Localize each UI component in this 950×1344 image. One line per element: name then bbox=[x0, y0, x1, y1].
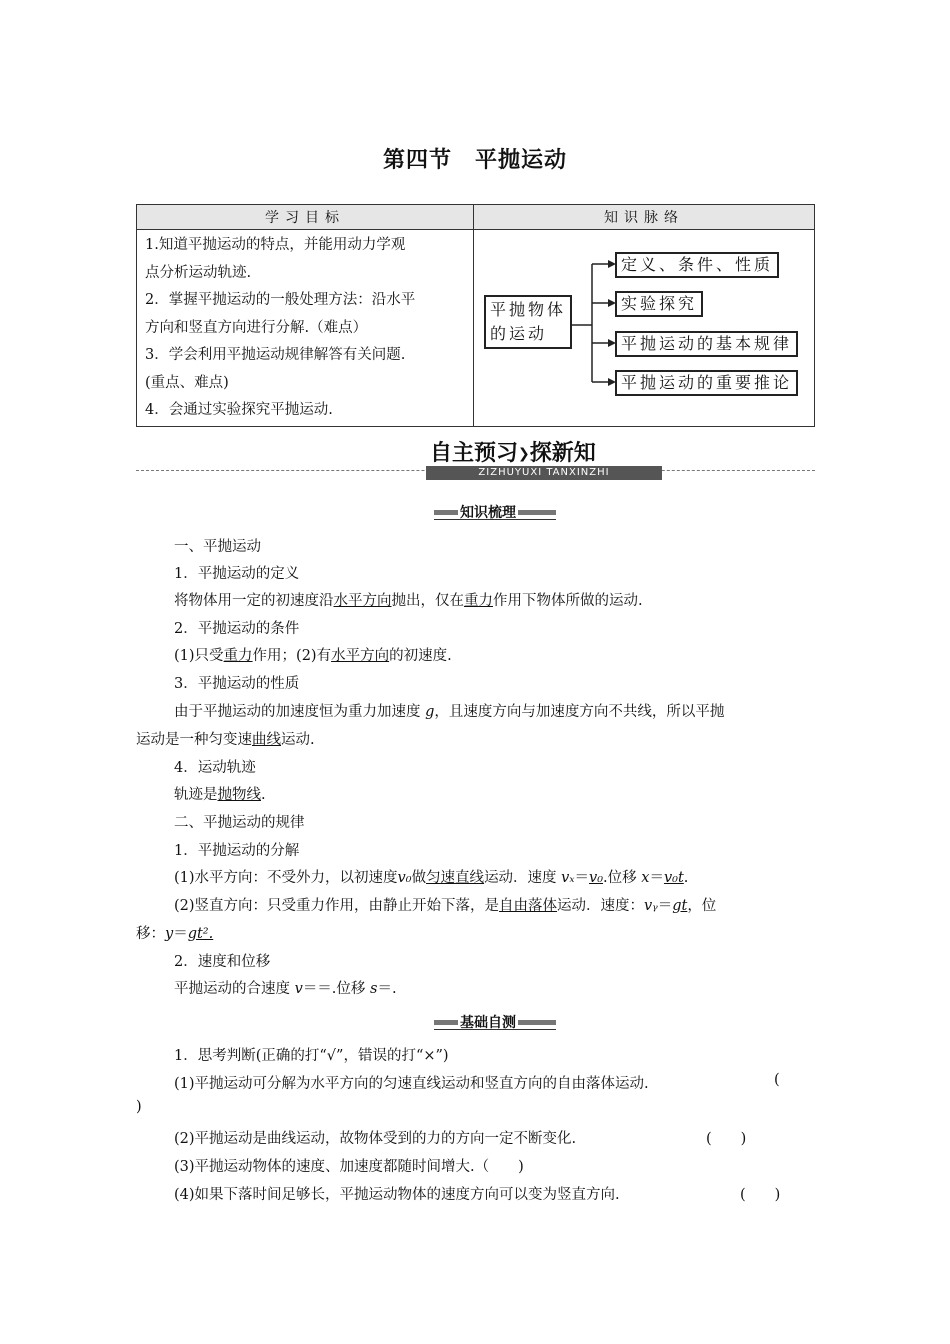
branch-inferences: 平抛运动的重要推论 bbox=[615, 370, 798, 396]
learning-goals-list bbox=[137, 230, 473, 425]
trajectory-heading: 4．运动轨迹 bbox=[174, 760, 256, 776]
branch-basic-laws: 平抛运动的基本规律 bbox=[615, 331, 798, 357]
section-underline bbox=[434, 519, 556, 520]
question-3: (3)平抛运动物体的速度、加速度都随时间增大.（ ) bbox=[174, 1159, 524, 1175]
knowledge-map-root bbox=[484, 295, 572, 349]
question-instruction: 1．思考判断(正确的打“√”，错误的打“×”) bbox=[174, 1048, 449, 1064]
section-header-1 bbox=[434, 502, 556, 520]
question-2: (2)平抛运动是曲线运动，故物体受到的力的方向一定不断变化. bbox=[174, 1131, 577, 1147]
section-underline bbox=[434, 1029, 556, 1030]
learning-goals-cell bbox=[137, 230, 474, 427]
answer-paren-close: ) bbox=[136, 1099, 142, 1115]
section-label: 知识梳理 bbox=[458, 502, 518, 522]
banner-arrow-icon: ❯ bbox=[518, 446, 530, 462]
answer-blank: ( ) bbox=[706, 1131, 747, 1147]
condition-heading: 2．平抛运动的条件 bbox=[174, 621, 300, 637]
goal-line: 点分析运动轨迹. bbox=[145, 264, 252, 281]
banner-subtitle: ZIZHUYUXI TANXINZHI bbox=[426, 466, 662, 480]
branch-experiment: 实验探究 bbox=[615, 291, 703, 317]
decomposition-heading: 1．平抛运动的分解 bbox=[174, 843, 300, 859]
question-1: (1)平抛运动可分解为水平方向的匀速直线运动和竖直方向的自由落体运动. bbox=[174, 1076, 649, 1092]
property-text-line1: 由于平抛运动的加速度恒为重力加速度 g，且速度方向与加速度方向不共线，所以平抛 bbox=[174, 704, 725, 720]
page-title: 第四节 平抛运动 bbox=[382, 148, 567, 173]
banner-title-a: 自主预习 bbox=[430, 441, 519, 466]
root-label-line1: 平抛物体 bbox=[490, 300, 567, 319]
section-label: 基础自测 bbox=[458, 1012, 518, 1032]
vertical-direction-text-line2: 移：y＝gt². bbox=[136, 926, 214, 942]
velocity-displacement-heading: 2．速度和位移 bbox=[174, 954, 271, 970]
goal-line: 1.知道平抛运动的特点，并能用动力学观 bbox=[145, 237, 406, 253]
definition-text: 将物体用一定的初速度沿水平方向抛出，仅在重力作用下物体所做的运动. bbox=[174, 593, 643, 609]
learning-goals-header: 学习目标 bbox=[137, 205, 474, 230]
goal-line: 4．会通过实验探究平抛运动. bbox=[145, 402, 333, 418]
answer-paren-open: ( bbox=[774, 1072, 780, 1088]
property-text-line2: 运动是一种匀变速曲线运动. bbox=[136, 732, 315, 748]
velocity-displacement-text: 平抛运动的合速度 v＝＝.位移 s＝. bbox=[174, 981, 397, 997]
heading-2: 二、平抛运动的规律 bbox=[174, 815, 305, 831]
section-header-2 bbox=[434, 1012, 556, 1030]
trajectory-text: 轨迹是抛物线. bbox=[174, 787, 266, 803]
goal-line: (重点、难点) bbox=[145, 374, 229, 391]
goal-line: 2．掌握平抛运动的一般处理方法：沿水平 bbox=[145, 292, 416, 308]
banner-title-b: 探新知 bbox=[529, 441, 596, 466]
property-heading: 3．平抛运动的性质 bbox=[174, 676, 300, 692]
horizontal-direction-text: (1)水平方向：不受外力，以初速度v₀做匀速直线运动．速度 vₓ＝v₀.位移 x＝v₀t. bbox=[174, 870, 689, 886]
root-label-line2: 的运动 bbox=[490, 324, 548, 343]
condition-text: (1)只受重力作用；(2)有水平方向的初速度. bbox=[174, 648, 452, 664]
answer-blank: ( ) bbox=[740, 1187, 781, 1203]
heading-1: 一、平抛运动 bbox=[174, 539, 261, 555]
banner-title bbox=[426, 436, 600, 467]
definition-heading: 1．平抛运动的定义 bbox=[174, 566, 300, 582]
vertical-direction-text-line1: (2)竖直方向：只受重力作用，由静止开始下落，是自由落体运动．速度：vᵧ＝gt，位 bbox=[174, 898, 717, 914]
branch-definition: 定义、条件、性质 bbox=[615, 252, 779, 278]
goal-line: 方向和竖直方向进行分解.（难点） bbox=[145, 319, 368, 336]
goal-line: 3．学会利用平抛运动规律解答有关问题. bbox=[145, 347, 406, 363]
knowledge-map-header: 知识脉络 bbox=[474, 205, 815, 230]
question-4: (4)如果下落时间足够长，平抛运动物体的速度方向可以变为竖直方向. bbox=[174, 1187, 620, 1203]
section-banner bbox=[136, 436, 815, 484]
